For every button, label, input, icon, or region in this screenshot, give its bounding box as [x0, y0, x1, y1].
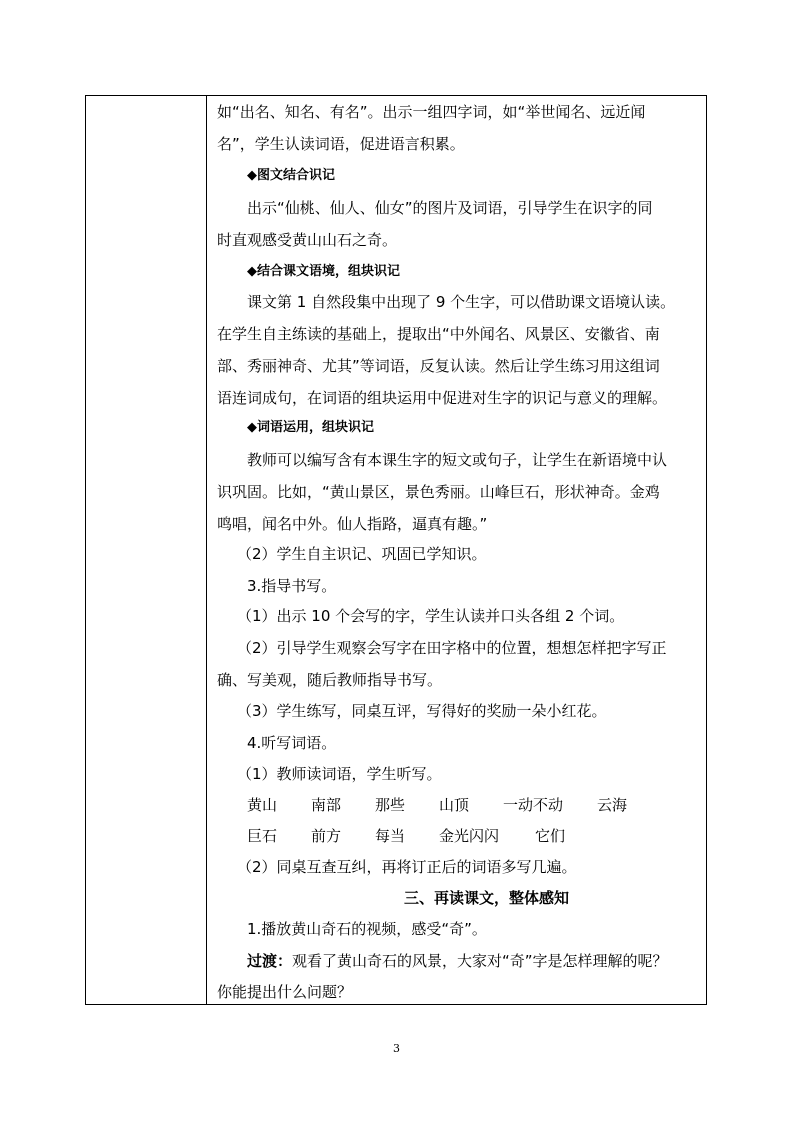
dictation-word: 它们	[535, 827, 566, 845]
page-number: 3	[393, 1042, 400, 1055]
dictation-word: 每当	[375, 827, 406, 845]
text-line: 部、秀丽神奇、尤其”等词语，反复认读。然后让学生练习用这组词	[217, 357, 660, 375]
section-heading: ◆图文结合识记	[247, 168, 335, 183]
dictation-word: 一动不动	[503, 796, 564, 814]
text-line: 确、写美观，随后教师指导书写。	[217, 671, 443, 689]
text-line: 语连词成句，在词语的组块运用中促进对生字的识记与意义的理解。	[217, 389, 668, 407]
table-right-column	[207, 96, 706, 1004]
text-line: （2）同桌互查互纠，再将订正后的词语多写几遍。	[237, 858, 577, 876]
dictation-word: 金光闪闪	[439, 827, 500, 845]
dictation-word: 山顶	[439, 796, 470, 814]
lesson-table	[85, 95, 707, 1005]
text-line: 在学生自主练读的基础上，提取出“中外闻名、风景区、安徽省、南	[217, 325, 660, 343]
dictation-word: 前方	[311, 827, 342, 845]
text-line: 4.听写词语。	[247, 734, 337, 752]
transition-label: 过渡：	[247, 952, 293, 970]
text-line: 时直观感受黄山山石之奇。	[217, 231, 398, 249]
text-line: （1）出示 10 个会写的字，学生认读并口头各组 2 个词。	[237, 607, 625, 625]
transition-text: 观看了黄山奇石的风景，大家对“奇”字是怎样理解的呢？	[292, 952, 668, 970]
dictation-word: 云海	[597, 796, 628, 814]
text-line: 如“出名、知名、有名”。出示一组四字词，如“举世闻名、远近闻	[217, 103, 646, 121]
text-line: 课文第 1 自然段集中出现了 9 个生字，可以借助课文语境认读。	[247, 293, 676, 311]
section-title: 三、再读课文，整体感知	[403, 889, 569, 907]
table-left-column	[86, 96, 207, 1004]
text-line: 3.指导书写。	[247, 577, 337, 595]
dictation-word: 巨石	[247, 827, 278, 845]
section-heading: ◆结合课文语境，组块识记	[247, 264, 400, 279]
text-line: （1）教师读词语，学生听写。	[237, 765, 442, 783]
transition-line	[247, 951, 668, 971]
text-line: （2）学生自主识记、巩固已学知识。	[237, 545, 487, 563]
text-line: 名”，学生认读词语，促进语言积累。	[217, 135, 465, 153]
text-line: 你能提出什么问题？	[217, 983, 353, 1001]
dictation-word: 南部	[311, 796, 342, 814]
section-heading: ◆词语运用，组块识记	[247, 420, 374, 435]
text-line: 1.播放黄山奇石的视频，感受“奇”。	[247, 920, 487, 938]
dictation-word: 黄山	[247, 796, 278, 814]
dictation-word: 那些	[375, 796, 406, 814]
text-line: （3）学生练写，同桌互评，写得好的奖励一朵小红花。	[237, 702, 607, 720]
text-line: 教师可以编写含有本课生字的短文或句子，让学生在新语境中认	[247, 451, 668, 469]
text-line: （2）引导学生观察会写字在田字格中的位置，想想怎样把字写正	[237, 639, 667, 657]
text-line: 识巩固。比如，“黄山景区，景色秀丽。山峰巨石，形状神奇。金鸡	[217, 483, 660, 501]
text-line: 出示“仙桃、仙人、仙女”的图片及词语，引导学生在识字的同	[247, 199, 653, 217]
text-line: 鸣唱，闻名中外。仙人指路，逼真有趣。”	[217, 515, 488, 533]
